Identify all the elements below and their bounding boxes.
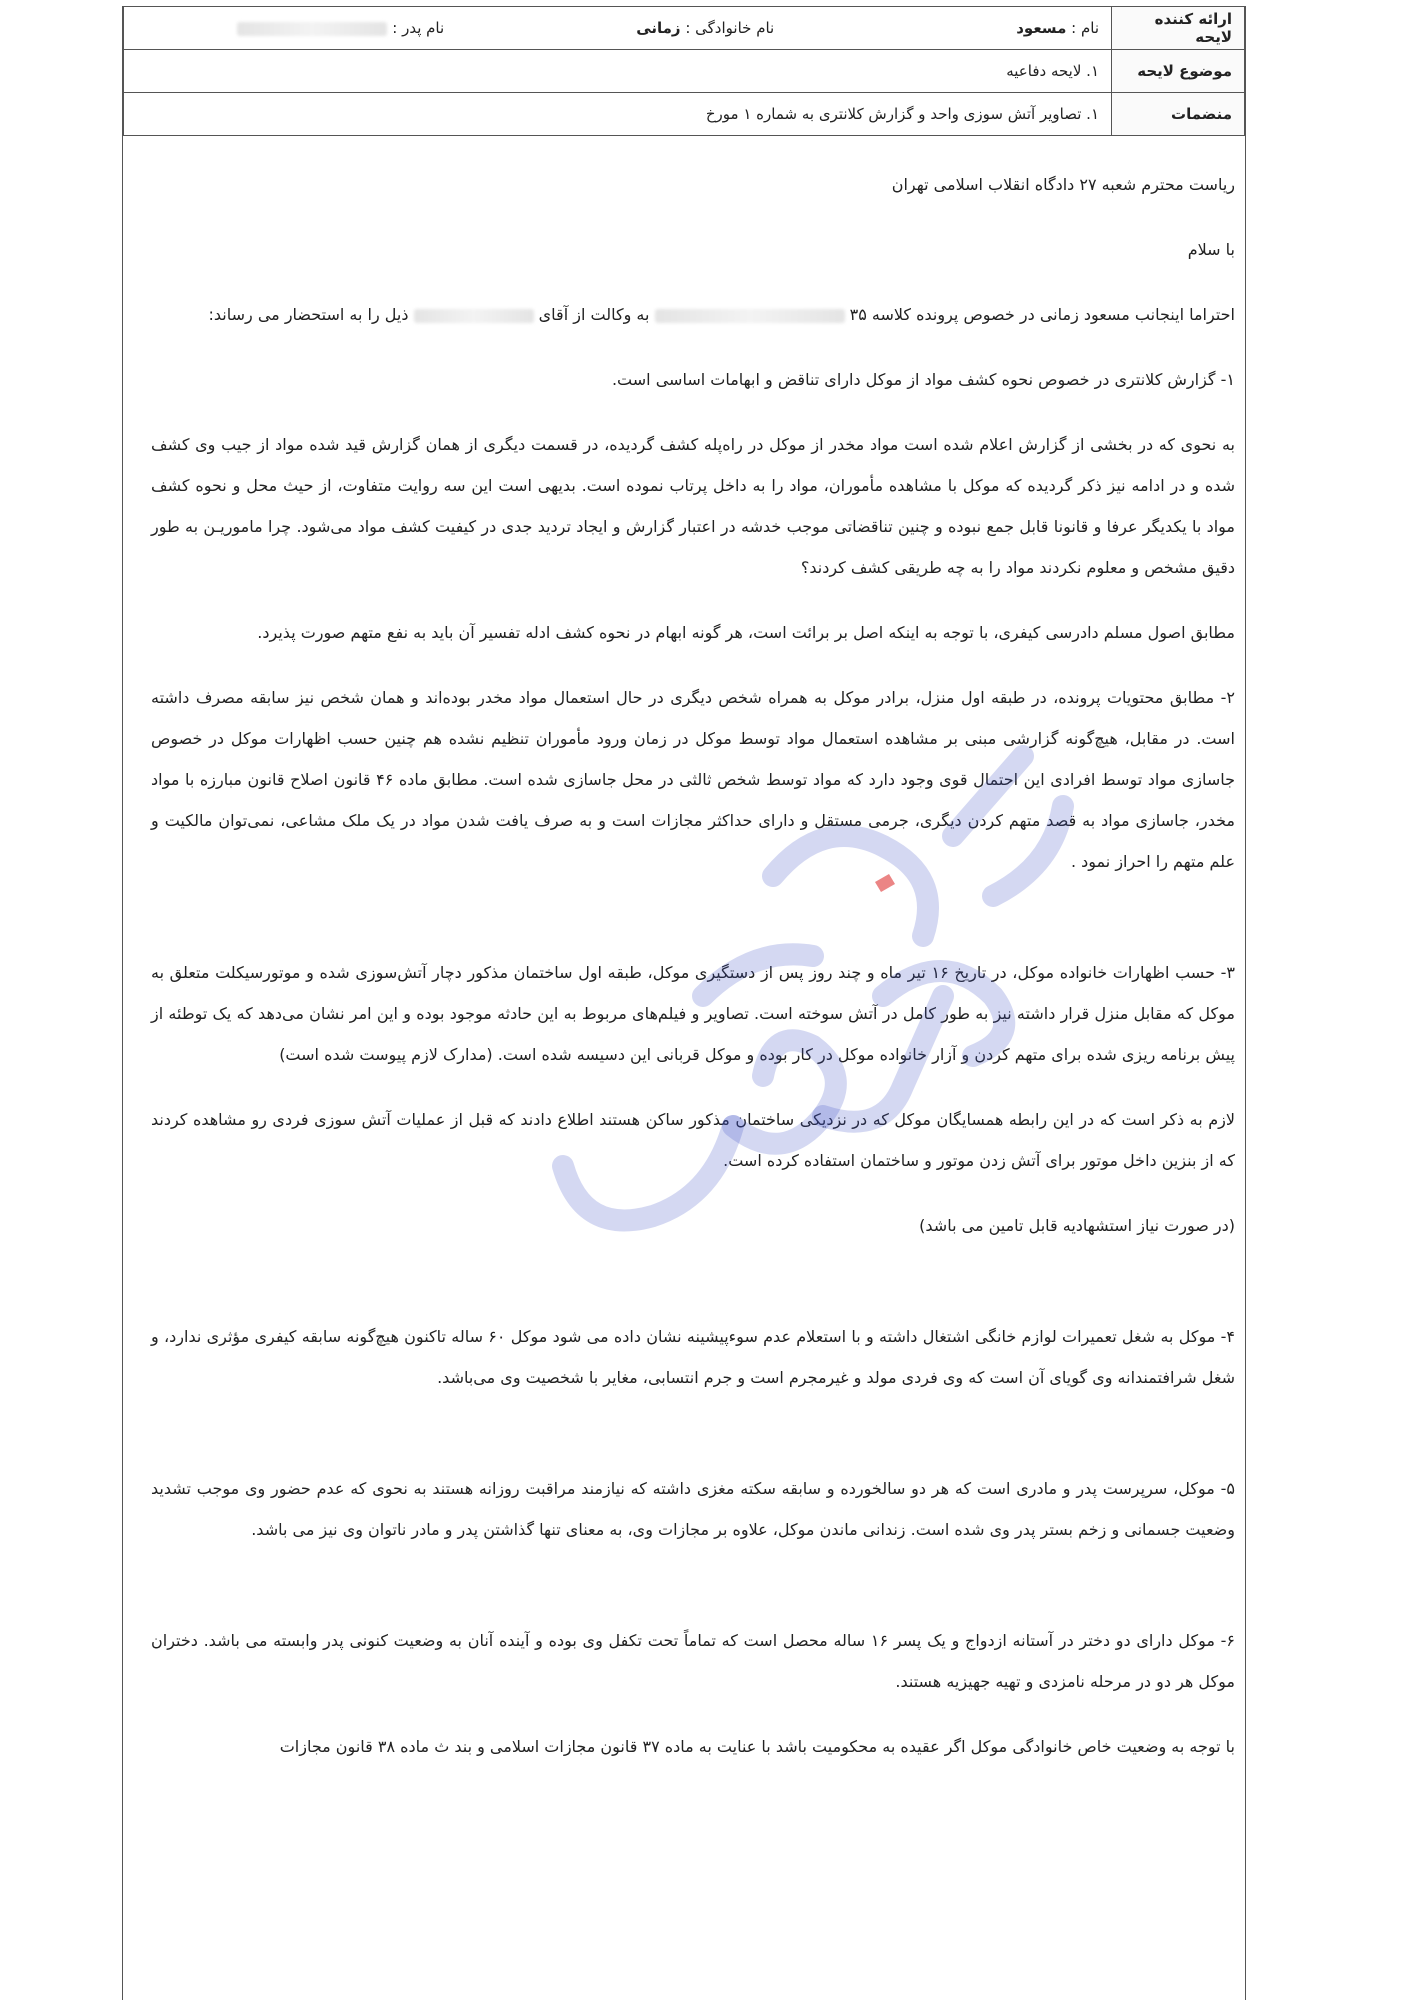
document-body <box>123 136 1245 1767</box>
intro-part-a: احتراما اینجانب مسعود زمانی در خصوص پرونده کلاسه ۳۵ <box>849 305 1235 324</box>
greeting: با سلام <box>1187 240 1235 259</box>
paragraph-1-detail: به نحوی که در بخشی از گزارش اعلام شده است مواد مخدر از موکل در راه‌پله کشف گردیده، در قسمت دیگری از همان گزارش قید شده مواد از جیب وی کشف شده و در ادامه نیز ذکر گردیده که موکل با مشاهده مأموران، مواد را به داخل پرتاب نموده است. بدیهی است این سه روایت متفاوت، از حیث محل و نحوه کشف مواد با یکدیگر عرفا و قانونا قابل جمع نبوده و چنین تناقضاتی موجب خدشه در اعتبار گزارش و ایجاد تردید جدی در کیفیت کشف مواد می‌شود. چرا ماموریـن به طور دقیق مشخص و معلوم نکردند مواد را به چه طریقی کشف کردند؟ <box>151 435 1235 577</box>
paragraph-2: ۲- مطابق محتویات پرونده، در طبقه اول منزل، برادر موکل به همراه شخص دیگری در حال استعمال مواد مخدر بوده‌اند و همان شخص نیز سابقه مصرف داشته است. در مقابل، هیچ‌گونه گزارشی مبنی بر مشاهده استعمال مواد توسط موکل در زمان ورود مأموران تنظیم نشده هم چنین حسب اظهارات موکل در خصوص جاسازی مواد توسط افرادی این احتمال قوی وجود دارد که مواد توسط شخص ثالثی در محل جاسازی شده است. مطابق ماده ۴۶ قانون اصلاح قانون مبارزه با مواد مخدر، جاسازی مواد به قصد متهم کردن دیگری، جرمی مستقل و دارای حداکثر مجازات است و به صرف یافت شدن مواد در یک ملک مشاعی، نمی‌توان مالکیت و علم متهم را احراز نمود . <box>151 688 1235 871</box>
family-label: نام خانوادگی : <box>685 19 775 37</box>
intro-part-c: ذیل را به استحضار می رساند: <box>208 305 409 324</box>
addressee: ریاست محترم شعبه ۲۷ دادگاه انقلاب اسلامی تهران <box>891 175 1235 194</box>
name-value: مسعود <box>1016 19 1067 37</box>
father-label: نام پدر : <box>392 19 445 37</box>
family-field <box>636 19 774 37</box>
intro-paragraph <box>151 294 1235 335</box>
presenter-label: ارائه کننده لایحه <box>1112 7 1245 50</box>
document-header-table <box>123 6 1245 136</box>
name-field <box>1016 19 1099 37</box>
name-label: نام : <box>1071 19 1099 37</box>
subject-value: ۱. لایحه دفاعیه <box>124 50 1112 93</box>
paragraph-1-principle: مطابق اصول مسلم دادرسی کیفری، با توجه به اینکه اصل بر برائت است، هر گونه ابهام در نحوه کشف ادله تفسیر آن باید به نفع متهم صورت پذیرد. <box>257 623 1235 642</box>
family-value: زمانی <box>636 19 681 37</box>
redacted-case-number <box>655 309 845 323</box>
intro-part-b: به وکالت از آقای <box>538 305 650 324</box>
redacted-client-name <box>414 309 534 323</box>
document-page <box>122 6 1246 2000</box>
paragraph-1: ۱- گزارش کلانتری در خصوص نحوه کشف مواد از موکل دارای تناقض و ابهامات اساسی است. <box>611 370 1235 389</box>
paragraph-3: ۳- حسب اظهارات خانواده موکل، در تاریخ ۱۶ تیر ماه و چند روز پس از دستگیری موکل، طبقه اول ساختمان مذکور دچار آتش‌سوزی شده و موتورسیکلت متعلق به موکل که مقابل منزل قرار داشته نیز به طور کامل در آتش سوخته است. تصاویر و فیلم‌های مربوط به این حادثه موجود بوده و این امر نشان می‌دهد که یک توطئه از پیش برنامه ریزی شده برای متهم کردن و آزار خانواده موکل در کار بوده و موکل قربانی این دسیسه شده است. (مدارک لازم پیوست شده است) <box>151 963 1235 1064</box>
subject-label: موضوع لایحه <box>1112 50 1245 93</box>
redacted-father-name <box>237 22 387 36</box>
attachments-value: ۱. تصاویر آتش سوزی واحد و گزارش کلانتری به شماره ۱ مورخ <box>124 93 1112 136</box>
paragraph-4: ۴- موکل به شغل تعمیرات لوازم خانگی اشتغال داشته و با استعلام عدم سوءپیشینه نشان داده می شود موکل ۶۰ ساله تاکنون هیچ‌گونه سابقه کیفری مؤثری ندارد، و شغل شرافتمندانه وی گویای آن است که وی فردی مولد و غیرمجرم است و جرم انتسابی، مغایر با شخصیت وی می‌باشد. <box>151 1327 1235 1387</box>
paragraph-6: ۶- موکل دارای دو دختر در آستانه ازدواج و یک پسر ۱۶ ساله محصل است که تماماً تحت تکفل وی بوده و آینده آنان به وضعیت کنونی پدر وابسته می باشد. دختران موکل هر دو در مرحله نامزدی و تهیه جهیزیه هستند. <box>151 1631 1235 1691</box>
father-field <box>237 19 444 37</box>
presenter-cell <box>124 7 1112 50</box>
paragraph-5: ۵- موکل، سرپرست پدر و مادری است که هر دو سالخورده و سابقه سکته مغزی داشته که نیازمند مراقبت روزانه هستند به نحوی که عدم حضور وی موجب تشدید وضعیت جسمانی و زخم بستر پدر وی شده است. زندانی ماندن موکل، علاوه بر مجازات وی، به معنای تنها گذاشتن پدر و مادر ناتوان وی نیز می باشد. <box>151 1479 1235 1539</box>
header-row-subject <box>124 50 1245 93</box>
header-row-attachments <box>124 93 1245 136</box>
header-row-presenter <box>124 7 1245 50</box>
paragraph-3-neighbors: لازم به ذکر است که در این رابطه همسایگان موکل که در نزدیکی ساختمان مذکور ساکن هستند اطلاع دادند که قبل از عملیات آتش سوزی فردی رو مشاهده کردند که از بنزین داخل موتور برای آتش زدن موتور و ساختمان استفاده کرده است. <box>151 1110 1235 1170</box>
paragraph-7: با توجه به وضعیت خاص خانوادگی موکل اگر عقیده به محکومیت باشد با عنایت به ماده ۳۷ قانون مجازات اسلامی و بند ث ماده ۳۸ قانون مجازات <box>279 1737 1235 1756</box>
paragraph-3-note: (در صورت نیاز استشهادیه قابل تامین می باشد) <box>919 1216 1235 1235</box>
attachments-label: منضمات <box>1112 93 1245 136</box>
